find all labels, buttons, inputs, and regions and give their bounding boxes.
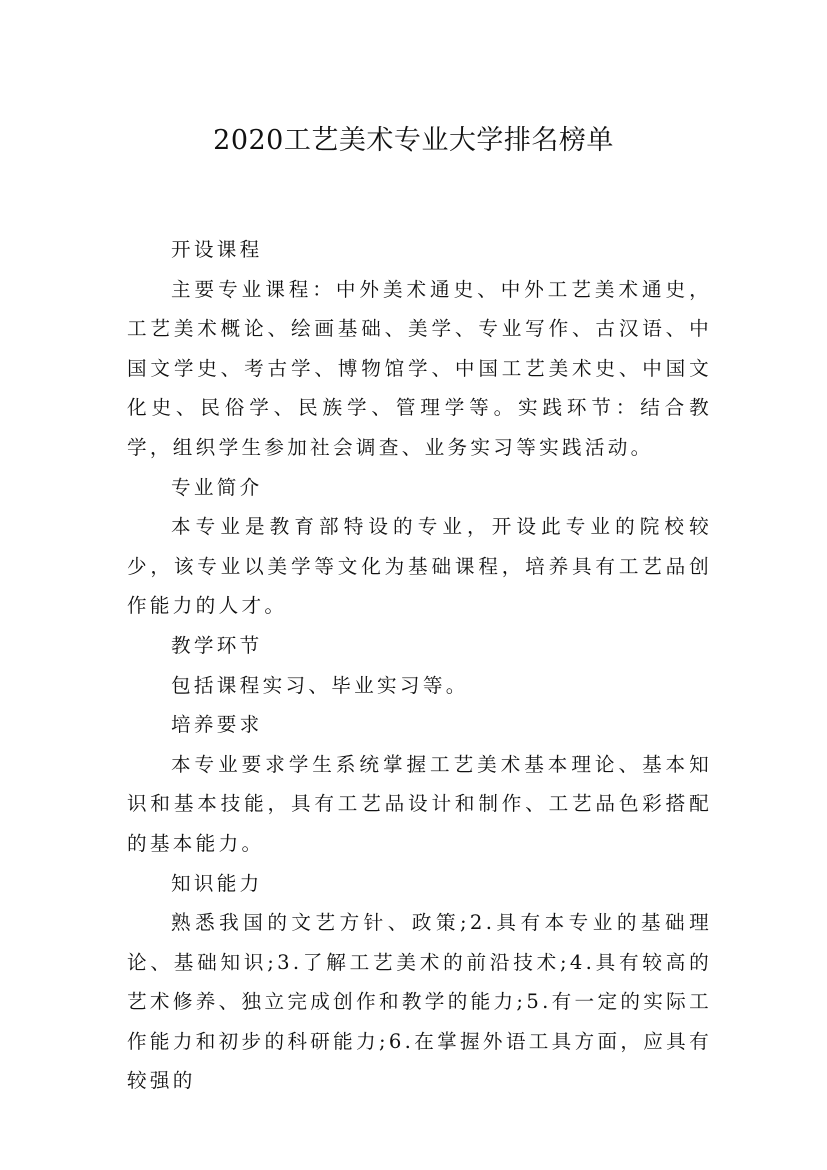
- section-heading-knowledge: 知识能力: [171, 871, 263, 895]
- document-body: [127, 230, 712, 1101]
- section-paragraph-knowledge: 熟悉我国的文艺方针、政策;2.具有本专业的基础理论、基础知识;3.了解工艺美术的前沿技术;4.具有较高的艺术修养、独立完成创作和教学的能力;5.有一定的实际工作能力和初步的科研能力;6.在掌握外语工具方面，应具有较强的: [127, 911, 712, 1093]
- section-heading-teaching: 教学环节: [171, 633, 263, 657]
- section-paragraph-requirements: 本专业要求学生系统掌握工艺美术基本理论、基本知识和基本技能，具有工艺品设计和制作、工艺品色彩搭配的基本能力。: [127, 752, 712, 855]
- section-heading-intro: 专业简介: [171, 475, 263, 499]
- section-heading-requirements: 培养要求: [171, 713, 263, 737]
- section-paragraph-courses: 主要专业课程：中外美术通史、中外工艺美术通史，工艺美术概论、绘画基础、美学、专业写作、古汉语、中国文学史、考古学、博物馆学、中国工艺美术史、中国文化史、民俗学、民族学、管理学等。实践环节：结合教学，组织学生参加社会调查、业务实习等实践活动。: [127, 277, 712, 459]
- section-paragraph-intro: 本专业是教育部特设的专业，开设此专业的院校较少，该专业以美学等文化为基础课程，培养具有工艺品创作能力的人才。: [127, 515, 712, 618]
- document-title: 2020工艺美术专业大学排名榜单: [213, 125, 614, 157]
- section-heading-courses: 开设课程: [171, 238, 263, 261]
- section-paragraph-teaching: 包括课程实习、毕业实习等。: [171, 673, 469, 697]
